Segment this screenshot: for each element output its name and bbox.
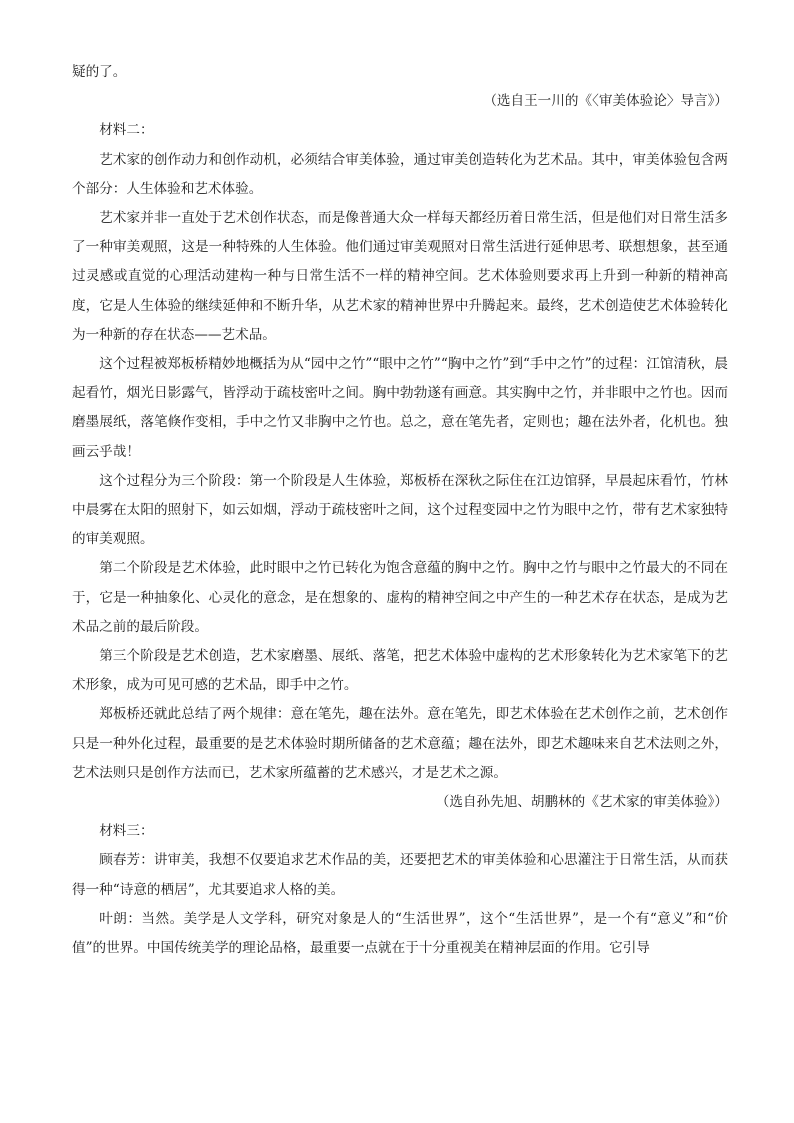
body-paragraph: 艺术家并非一直处于艺术创作状态，而是像普通大众一样每天都经历着日常生活，但是他们对日常生活多了一种审美观照，这是一种特殊的人生体验。他们通过审美观照对日常生活进行延伸思考、联想想象，甚至通过灵感或直觉的心理活动建构一种与日常生活不一样的精神空间。艺术体验则要求再上升到一种新的精神高度，它是人生体验的继续延伸和不断升华，从艺术家的精神世界中升腾起来。最终，艺术创造使艺术体验转化为一种新的存在状态——艺术品。 [72,210,728,343]
body-paragraph: 第三个阶段是艺术创造，艺术家磨墨、展纸、落笔，把艺术体验中虚构的艺术形象转化为艺术家笔下的艺术形象，成为可见可感的艺术品，即手中之竹。 [72,648,728,694]
body-paragraph: 第二个阶段是艺术体验，此时眼中之竹已转化为饱含意蕴的胸中之竹。胸中之竹与眼中之竹最大的不同在于，它是一种抽象化、心灵化的意念，是在想象的、虚构的精神空间之中产生的一种艺术存在状态，是成为艺术品之前的最后阶段。 [72,560,728,635]
body-paragraph: 这个过程分为三个阶段：第一个阶段是人生体验，郑板桥在深秋之际住在江边馆驿，早晨起床看竹，竹林中晨雾在太阳的照射下，如云如烟，浮动于疏枝密叶之间，这个过程变园中之竹为眼中之竹，带有艺术家独特的审美观照。 [72,472,728,548]
section-heading: 材料二： [99,122,154,139]
source-citation: （选自孙先旭、胡鹏林的《艺术家的审美体验》） [435,794,728,811]
body-paragraph: 叶朗：当然。美学是人文学科，研究对象是人的“生活世界”，这个“生活世界”，是一个有“意义”和“价值”的世界。中国传统美学的理论品格，最重要一点就在于十分重视美在精神层面的作用。它引导 [72,910,728,957]
body-paragraph: 郑板桥还就此总结了两个规律：意在笔先，趣在法外。意在笔先，即艺术体验在艺术创作之前，艺术创作只是一种外化过程，最重要的是艺术体验时期所储备的艺术意蕴；趣在法外，即艺术趣味来自艺术法则之外，艺术法则只是创作方法而已，艺术家所蕴蓄的艺术感兴，才是艺术之源。 [72,706,728,781]
body-paragraph: 这个过程被郑板桥精妙地概括为从“园中之竹”“眼中之竹”“胸中之竹”到“手中之竹”的过程：江馆清秋，晨起看竹，烟光日影露气，皆浮动于疏枝密叶之间。胸中勃勃遂有画意。其实胸中之竹，并非眼中之竹也。因而磨墨展纸，落笔倏作变相，手中之竹又非胸中之竹也。总之，意在笔先者，定则也；趣在法外者，化机也。独画云乎哉！ [72,356,728,460]
body-paragraph: 艺术家的创作动力和创作动机，必须结合审美体验，通过审美创造转化为艺术品。其中，审美体验包含两个部分：人生体验和艺术体验。 [72,151,728,197]
section-heading: 材料三： [99,823,154,840]
body-paragraph: 顾春芳：讲审美，我想不仅要追求艺术作品的美，还要把艺术的审美体验和心思灌注于日常生活，从而获得一种“诗意的栖居”，尤其要追求人格的美。 [72,852,728,898]
source-citation: （选自王一川的《〈审美体验论〉导言》） [483,93,728,110]
paragraph-continuation: 疑的了。 [72,64,127,80]
document-body [72,58,728,963]
